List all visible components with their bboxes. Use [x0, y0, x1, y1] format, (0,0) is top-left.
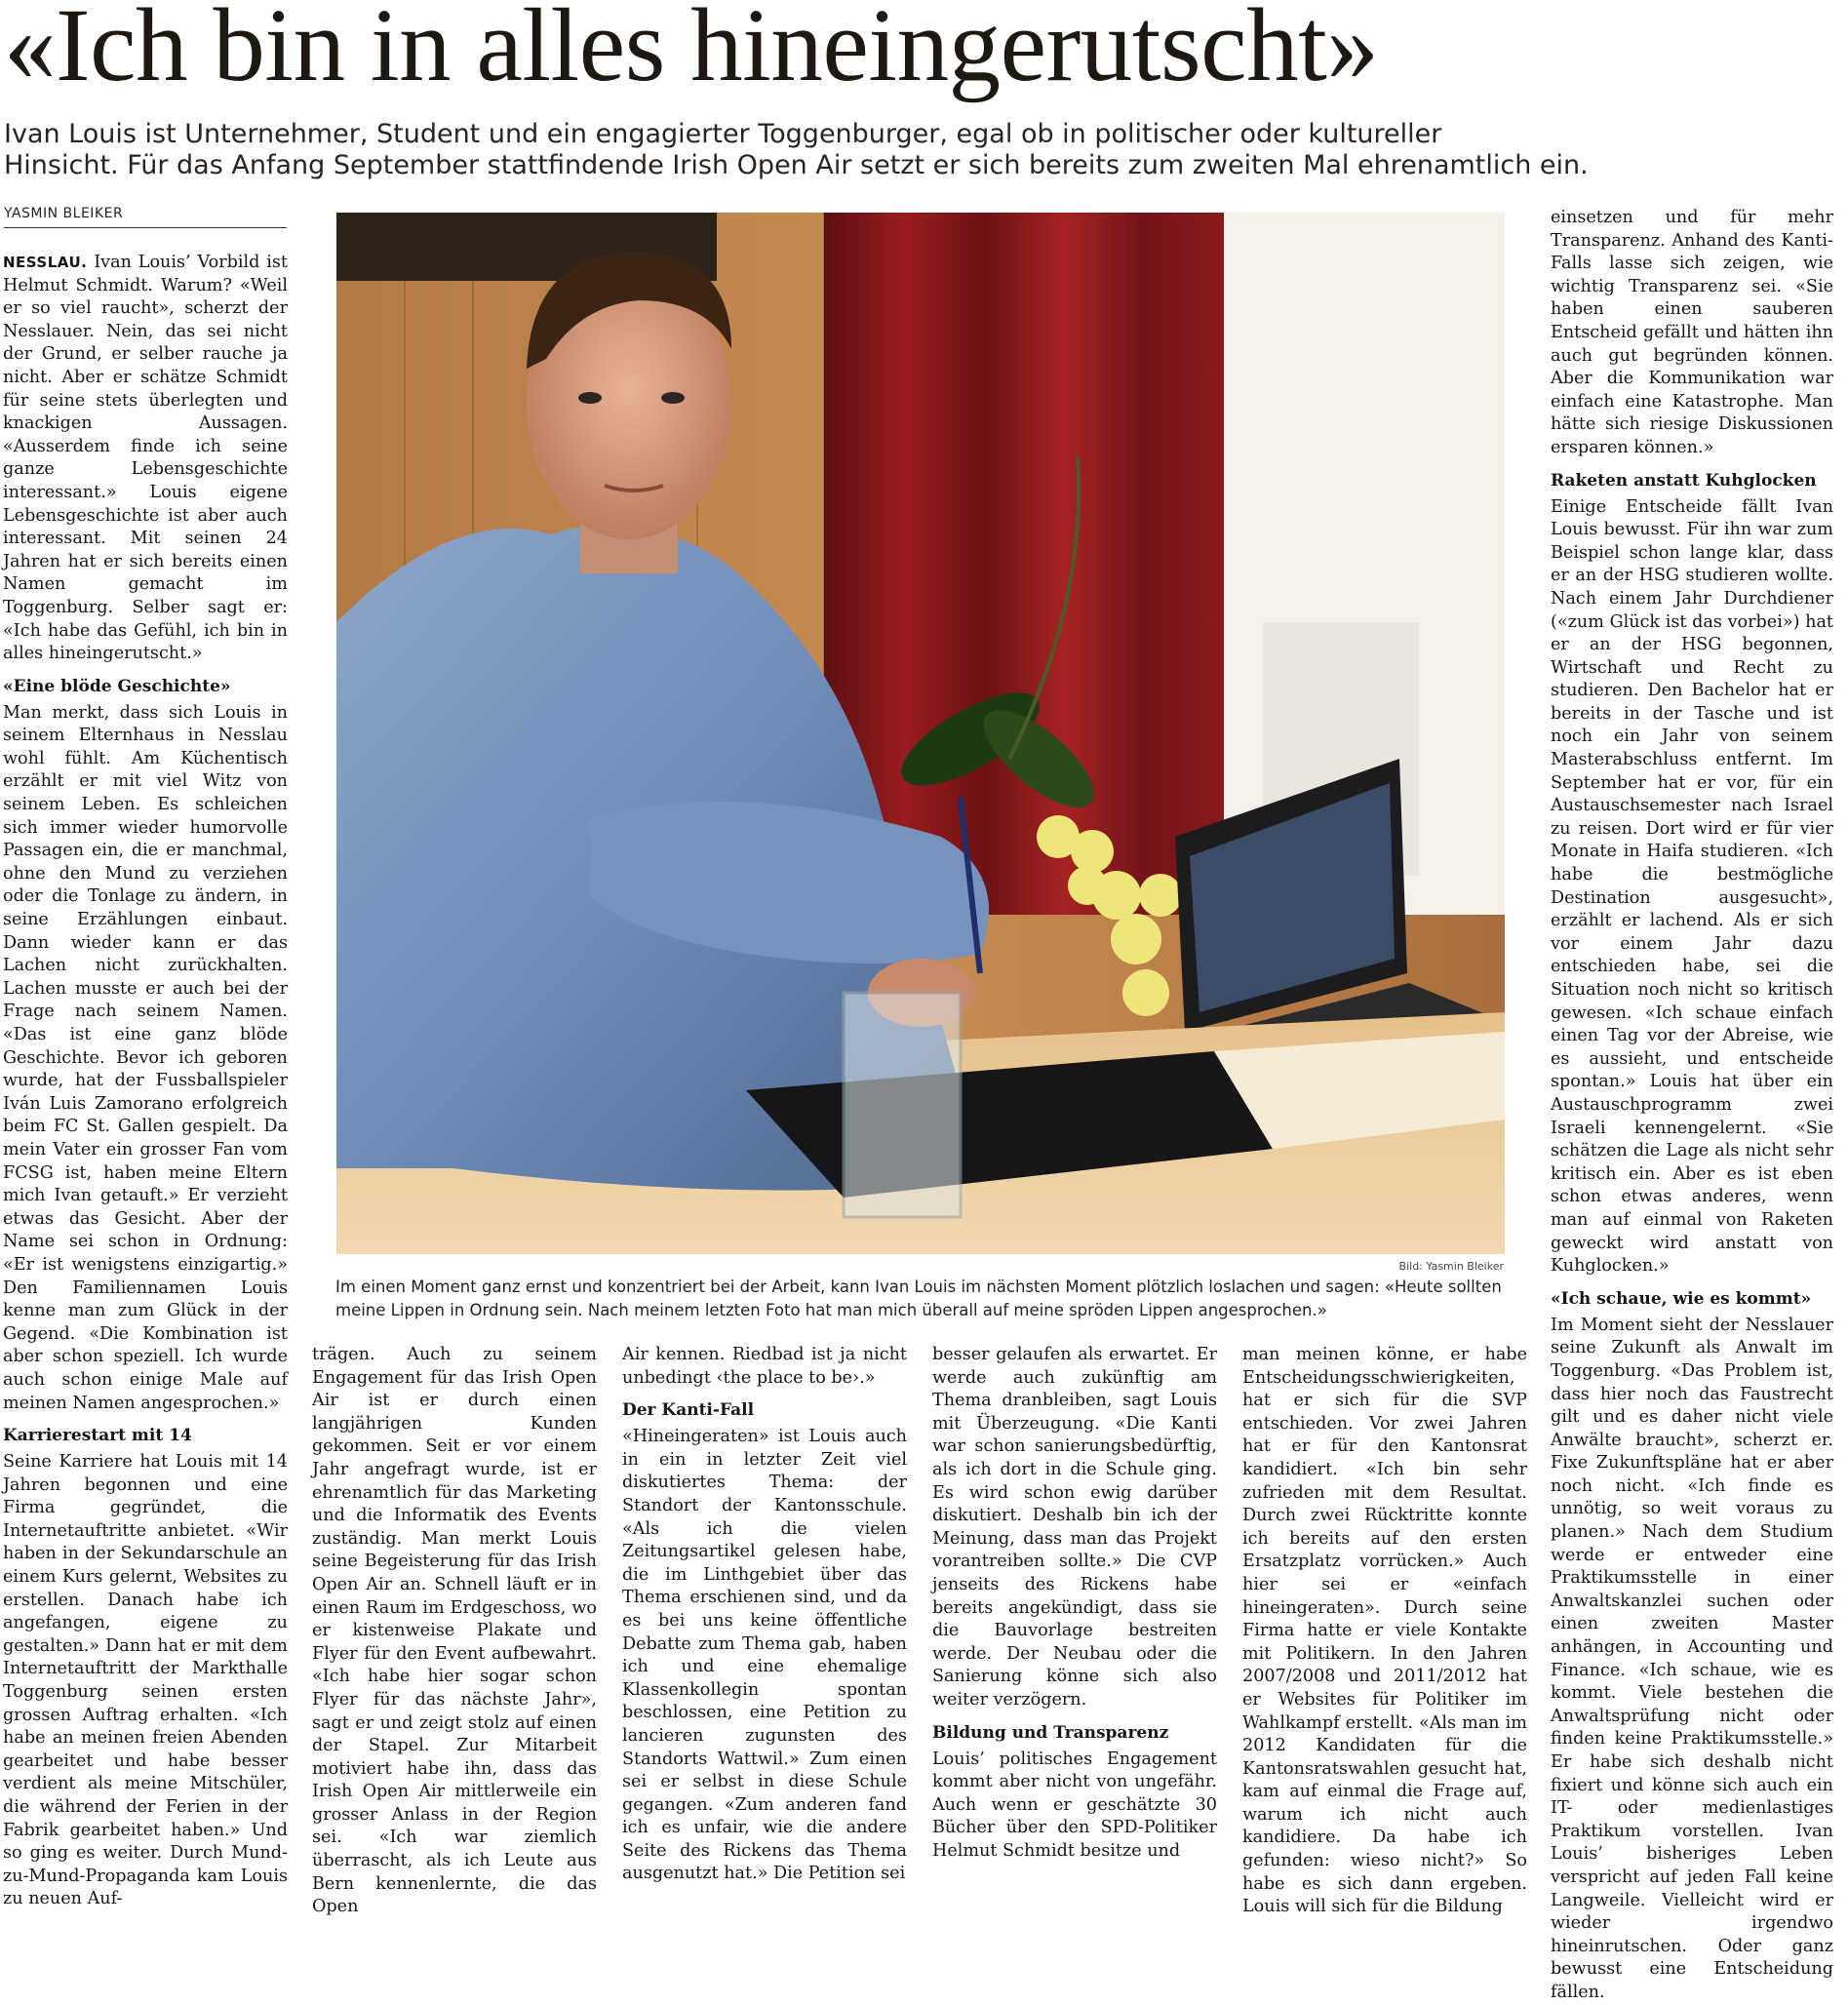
caption-line: meine Lippen in Ordnung sein. Nach meinem letzten Foto hat man mich überall auf meine spröden Lippen angesprochen.» [335, 1301, 1327, 1319]
article-column-3 [622, 1344, 907, 1886]
headline: «Ich bin in alles hineingerutscht» [4, 0, 1379, 103]
subheading: Der Kanti-Fall [622, 1400, 755, 1421]
paragraph-text: Ivan Louis’ Vorbild ist Helmut Schmidt. Warum? «Weil er so viel raucht», scherzt der Nesslauer. Nein, das sei nicht der Grund, er selber rauche ja nicht. Aber er schätze Schmidt für seine stets überlegten und knackigen Aussagen. «Ausserdem finde ich seine ganze Lebensgeschichte interessant.» Louis eigene Lebensgeschichte ist aber auch interessant. Mit seinen 24 Jahren hat er sich bereits einen Namen gemacht im Toggenburg. Selber sagt er: «Ich habe das Gefühl, ich bin in alles hineingerutscht.» [3, 253, 288, 664]
photo-caption [335, 1276, 1515, 1322]
article-column-1 [3, 252, 288, 1911]
paragraph: besser gelaufen als erwartet. Er werde auch zukünftig am Thema dranbleiben, sagt Louis mit Überzeugung. «Die Kanti war schon sanierungsbedürftig, als ich dort in die Schule ging. Es wird schon ewig darüber diskutiert. Deshalb bin ich der Meinung, dass man das Projekt vorantreiben sollte.» Die CVP jenseits des Rickens habe bereits angekündigt, dass sie die Bauvorlage bestreiten werde. Der Neubau oder die Sanierung könne sich also weiter verzögern. [932, 1345, 1217, 1710]
subheading: Raketen anstatt Kuhglocken [1551, 470, 1817, 491]
paragraph: Einige Entscheide fällt Ivan Louis bewusst. Für ihn war zum Beispiel schon lange klar, dass er an der HSG studieren wollte. Nach einem Jahr Durchdiener («zum Glück ist das vorbei») hat er an der HSG begonnen, Wirtschaft und Recht zu studieren. Den Bachelor hat er bereits in der Tasche und ist noch ein Jahr von seinem Masterabschluss entfernt. Im September hat er vor, für ein Austauschsemester nach Israel zu reisen. Dort wird er für vier Monate in Haifa studieren. «Ich habe die bestmögliche Destination ausgesucht», erzählt er lachend. Als er sich vor einem Jahr dazu entschieden habe, sei die Situation noch nicht so kritisch gewesen. «Ich schaue einfach einen Tag vor der Abreise, wie es aussieht, und entscheide spontan.» Louis hat über ein Austauschprogramm zwei Israeli kennengelernt. «Sie schätzen die Lage als nicht sehr kritisch ein. Aber es ist eben schon etwas anderes, wenn man auf einmal von Raketen geweckt wird anstatt von Kuhglocken.» [1551, 496, 1833, 1277]
author-byline: YASMIN BLEIKER [4, 206, 287, 228]
paragraph: man meinen könne, er habe Entscheidungsschwierigkeiten, hat er sich für die SVP entschieden. Vor zwei Jahren hat er für den Kantonsrat kandidiert. «Ich bin sehr zufrieden mit dem Resultat. Durch zwei Rücktritte konnte ich bereits auf den ersten Ersatzplatz vorrücken.» Auch hier sei er «einfach hineingeraten». Durch seine Firma hatte er viele Kontakte mit Politikern. In den Jahren 2007/2008 und 2011/2012 hat er Websites für Politiker im Wahlkampf erstellt. «Als man im 2012 Kandidaten für die Kantonsratswahlen gesucht hat, kam auf einmal die Frage auf, warum ich nicht auch kandidiere. Da habe ich gefunden: wieso nicht?» So habe es sich dann ergeben. Louis will sich für die Bildung [1242, 1345, 1527, 1917]
paragraph: Man merkt, dass sich Louis in seinem Elternhaus in Nesslau wohl fühlt. Am Küchentisch erzählt er mit viel Witz von seinem Leben. Es schleichen sich immer wieder humorvolle Passagen ein, die er manchmal, ohne den Mund zu verziehen oder die Tonlage zu ändern, in seine Erzählungen einbaut. Dann wieder kann er das Lachen nicht zurückhalten. Lachen musste er auch bei der Frage nach seinem Namen. «Das ist eine ganz blöde Geschichte. Bevor ich geboren wurde, hat der Fussballspieler Iván Luis Zamorano erfolgreich beim FC St. Gallen gespielt. Da mein Vater ein grosser Fan vom FCSG ist, haben meine Eltern mich Ivan getauft.» Er verzieht etwas das Gesicht. Aber der Name sei schon in Ordnung: «Er ist wenigstens einzigartig.» Den Familiennamen Louis kenne man zum Glück in der Gegend. «Die Kombination ist aber schon speziell. Ich wurde auch schon einige Male auf meinen Namen angesprochen.» [3, 702, 288, 1413]
article-column-2 [312, 1344, 597, 1919]
paragraph: Air kennen. Riedbad ist ja nicht unbedingt ‹the place to be›.» [622, 1345, 907, 1388]
article-column-5 [1242, 1344, 1527, 1919]
article-column-6 [1551, 207, 1833, 2005]
article-column-4 [932, 1344, 1217, 1863]
subheading: «Ich schaue, wie es kommt» [1551, 1288, 1812, 1309]
lead-line: Hinsicht. Für das Anfang September stattfindende Irish Open Air setzt er sich bereits zum zweiten Mal ehrenamtlich ein. [4, 150, 1589, 180]
paragraph: einsetzen und für mehr Transparenz. Anhand des Kanti-Falls lasse sich zeigen, wie wichtig Transparenz sei. «Sie haben einen sauberen Entscheid gefällt und hätten ihn auch gut begründen können. Aber die Kommunikation war einfach eine Katastrophe. Man hätte sich riesige Diskussionen ersparen können.» [1551, 208, 1833, 457]
paragraph: Seine Karriere hat Louis mit 14 Jahren begonnen und eine Firma gegründet, die Internetauftritte anbietet. «Wir haben in der Sekundarschule an einem Kurs gelernt, Websites zu erstellen. Danach habe ich angefangen, eigene zu gestalten.» Dann hat er mit dem Internetauftritt der Markthalle Toggenburg seinen ersten grossen Auftrag erhalten. «Ich habe an meinen freien Abenden gearbeitet und habe besser verdient als meine Mitschüler, die während der Ferien in der Fabrik gearbeitet haben.» Und so ging es weiter. Durch Mund-zu-Mund-Propaganda kam Louis zu neuen Auf- [3, 1452, 288, 1909]
subheading: «Eine blöde Geschichte» [3, 676, 231, 696]
article-photo [336, 213, 1505, 1254]
lead-paragraph [4, 119, 1837, 181]
paragraph: Louis’ politisches Engagement kommt aber nicht von ungefähr. Auch wenn er geschätzte 30 Bücher über den SPD-Politiker Helmut Schmidt besitze und [932, 1749, 1217, 1861]
caption-line: Im einen Moment ganz ernst und konzentriert bei der Arbeit, kann Ivan Louis im nächsten Moment plötzlich loslachen und sagen: «Heute sollten [335, 1278, 1502, 1296]
subheading: Karrierestart mit 14 [3, 1426, 192, 1446]
lead-line: Ivan Louis ist Unternehmer, Student und ein engagierter Toggenburger, egal ob in politischer oder kultureller [4, 119, 1442, 149]
photo-credit: Bild: Yasmin Bleiker [1398, 1260, 1504, 1273]
paragraph: trägen. Auch zu seinem Engagement für das Irish Open Air ist er durch einen langjährigen Kunden gekommen. Seit er vor einem Jahr angefragt wurde, ist er ehrenamtlich für das Marketing und die Informatik des Events zuständig. Man merkt Louis seine Begeisterung für das Irish Open Air an. Schnell läuft er in einen Raum im Erdgeschoss, wo er kistenweise Plakate und Flyer für den Event aufbewahrt. «Ich habe hier sogar schon Flyer für das nächste Jahr», sagt er und zeigt stolz auf einen der Stapel. Zur Mitarbeit motiviert habe ihn, dass das Irish Open Air mittlerweile ein grosser Anlass in der Region sei. «Ich war ziemlich überrascht, als ich Leute aus Bern kennenlernte, die das Open [312, 1345, 597, 1917]
paragraph: «Hineingeraten» ist Louis auch in ein in letzter Zeit viel diskutiertes Thema: der Standort der Kantonsschule. «Als ich die vielen Zeitungsartikel gelesen habe, die im Linthgebiet über das Thema erschienen sind, und da es bei uns keine öffentliche Debatte zum Thema gab, haben ich und eine ehemalige Klassenkollegin spontan beschlossen, eine Petition zu lancieren zugunsten des Standorts Wattwil.» Zum einen sei er selbst in diese Schule gegangen. «Zum anderen fand ich es unfair, wie die andere Seite des Rickens das Thema ausgenutzt hat.» Die Petition sei [622, 1427, 907, 1884]
dateline: NESSLAU. [3, 254, 88, 271]
subheading: Bildung und Transparenz [932, 1722, 1169, 1743]
paragraph [3, 252, 288, 666]
paragraph: Im Moment sieht der Nesslauer seine Zukunft als Anwalt im Toggenburg. «Das Problem ist, dass hier noch das Faustrecht gilt und es daher nicht viele Anwälte braucht», scherzt er. Fixe Zukunftspläne hat er aber noch nicht. «Ich finde es unnötig, so weit voraus zu planen.» Nach dem Studium werde er entweder eine Praktikumsstelle in einer Anwaltskanzlei suchen oder einen zweiten Master anhängen, in Accounting und Finance. «Ich schaue, wie es kommt. Viele bestehen die Anwaltsprüfung nicht oder finden keine Praktikumsstelle.» Er habe sich deshalb nicht fixiert und könne sich auch ein IT- oder medienlastiges Praktikum vorstellen. Ivan Louis’ bisheriges Leben verspricht auf jeden Fall keine Langweile. Vielleicht wird er wieder irgendwo hineinrutschen. Oder ganz bewusst eine Entscheidung fällen. [1551, 1315, 1833, 2002]
